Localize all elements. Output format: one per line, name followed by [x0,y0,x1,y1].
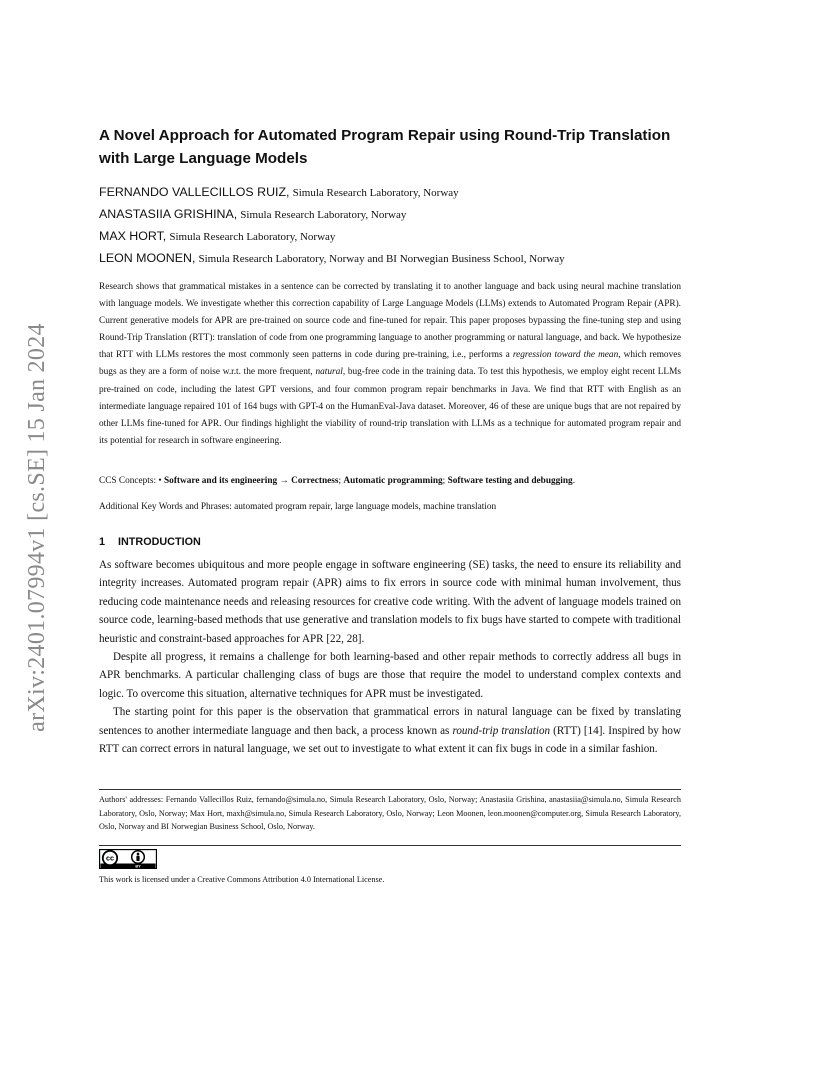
author-affiliation: Simula Research Laboratory, Norway [240,209,407,221]
paper-title: A Novel Approach for Automated Program Repair using Round-Trip Translation with Large Language Models [99,127,671,167]
ccs-concept: Correctness [291,476,339,486]
section-number: 1 [99,536,106,548]
intro-emphasis: round-trip translation [452,724,551,737]
creative-commons-icon [103,851,117,865]
author-line [99,185,459,200]
ccs-concept: Automatic programming [343,476,443,486]
license-statement: This work is licensed under a Creative Commons Attribution 4.0 International License. [99,875,385,884]
section-heading [99,536,201,548]
intro-paragraph: Despite all progress, it remains a challenge for both learning-based and other repair methods to correctly address all bugs in APR benchmarks. A particular challenging class of bugs are those that require the model to understand complex contexts and logic. To overcome this situation, alternative techniques for APR must be investigated. [99,651,681,700]
abstract-emphasis: regression toward the mean [512,350,619,361]
author-affiliation: Simula Research Laboratory, Norway [169,231,336,243]
intro-text: The starting point for this paper is the observation that grammatical errors in natural language can be fixed by translating sentences to another intermediate language and then back, a process known as [99,706,681,737]
ccs-concept: Software and its engineering [164,476,278,486]
author-name: FERNANDO VALLECILLOS RUIZ, [99,185,290,199]
ccs-concepts [99,474,689,488]
ccs-separator: ; [338,476,344,486]
intro-paragraph [99,703,681,758]
arxiv-sidebar-stamp [16,295,58,760]
author-name: ANASTASIIA GRISHINA, [99,207,238,221]
ccs-concept: Software testing and debugging [447,476,573,486]
author-line [99,251,565,266]
ccs-arrow: → [277,476,292,486]
abstract [99,279,681,450]
license-divider [99,845,681,846]
author-name: MAX HORT, [99,229,167,243]
author-affiliation: Simula Research Laboratory, Norway and BI Norwegian Business School, Norway [198,253,565,265]
cc-by-license-badge [99,849,157,869]
abstract-text: , bug-free code in the training data. To test this hypothesis, we employ eight recent LLMs pre-trained on code, including the latest GPT versions, and four common program repair benchmarks in Java. We find that RTT with English as an intermediate language repaired 101 of 164 bugs with GPT-4 on the HumanEval-Java dataset. Moreover, 46 of these are unique bugs that are not repaired by other LLMs fine-tuned for APR. Our findings highlight the viability of round-trip translation with LLMs as a technique for automated program repair and its potential for research in software engineering. [99,367,681,446]
license-type-label: BY [135,864,141,869]
abstract-text: Research shows that grammatical mistakes in a sentence can be corrected by translating it to another language and back using neural machine translation with language models. We investigate whether this correction capability of Large Language Models (LLMs) extends to Automated Program Repair (APR). Current generative models for APR are pre-trained on source code and fine-tuned for repair. This paper proposes bypassing the fine-tuning step and using Round-Trip Translation (RTT): translation of code from one programming language to another programming or natural language, and back. We hypothesize that RTT with LLMs restores the most commonly seen patterns in code during pre-training, i.e., performs a [99,282,681,361]
footnote-divider [99,789,681,790]
author-line [99,207,406,222]
attribution-person-icon [132,851,145,864]
abstract-text: , which removes bugs as they are a form of noise w.r.t. the more frequent, [99,350,681,378]
ccs-label: CCS Concepts: [99,476,159,486]
ccs-end: . [572,476,576,486]
arxiv-identifier: arXiv:2401.07994v1 [cs.SE] 15 Jan 2024 [23,323,50,732]
ccs-bullet: • [158,476,164,486]
author-name: LEON MOONEN, [99,251,196,265]
section-title: INTRODUCTION [118,536,201,548]
intro-text: (RTT) [14]. Inspired by how RTT can correct errors in natural language, we set out to investigate to what extent it can fix bugs in code in a similar fashion. [99,724,681,756]
ccs-separator: ; [442,476,448,486]
introduction-body [99,556,681,758]
author-affiliation: Simula Research Laboratory, Norway [292,187,459,199]
abstract-emphasis: natural [315,367,343,378]
author-addresses: Authors' addresses: Fernando Vallecillos Ruiz, fernando@simula.no, Simula Research Laboratory, Oslo, Norway; Anastasiia Grishina, anastasiia@simula.no, Simula Research Laboratory, Oslo, Norway; Max Hort, maxh@simula.no, Simula Research Laboratory, Oslo, Norway; Leon Moonen, leon.moonen@computer.org, Simula Research Laboratory, Oslo, Norway and BI Norwegian Business School, Oslo, Norway. [99,795,681,831]
keywords: Additional Key Words and Phrases: automated program repair, large language models, machine translation [99,502,497,512]
svg-text:cc: cc [106,853,114,863]
author-line [99,229,335,244]
intro-paragraph: As software becomes ubiquitous and more people engage in software engineering (SE) tasks, the need to ensure its reliability and integrity increases. Automated program repair (APR) aims to fix errors in source code with minimal human involvement, thus reducing code maintenance needs and releasing resources for creative code writing. With the advent of language models trained on source code, learning-based methods that use generative and translation models to fix bugs have started to compete with traditional heuristic and constraint-based approaches for APR [22, 28]. [99,559,681,645]
